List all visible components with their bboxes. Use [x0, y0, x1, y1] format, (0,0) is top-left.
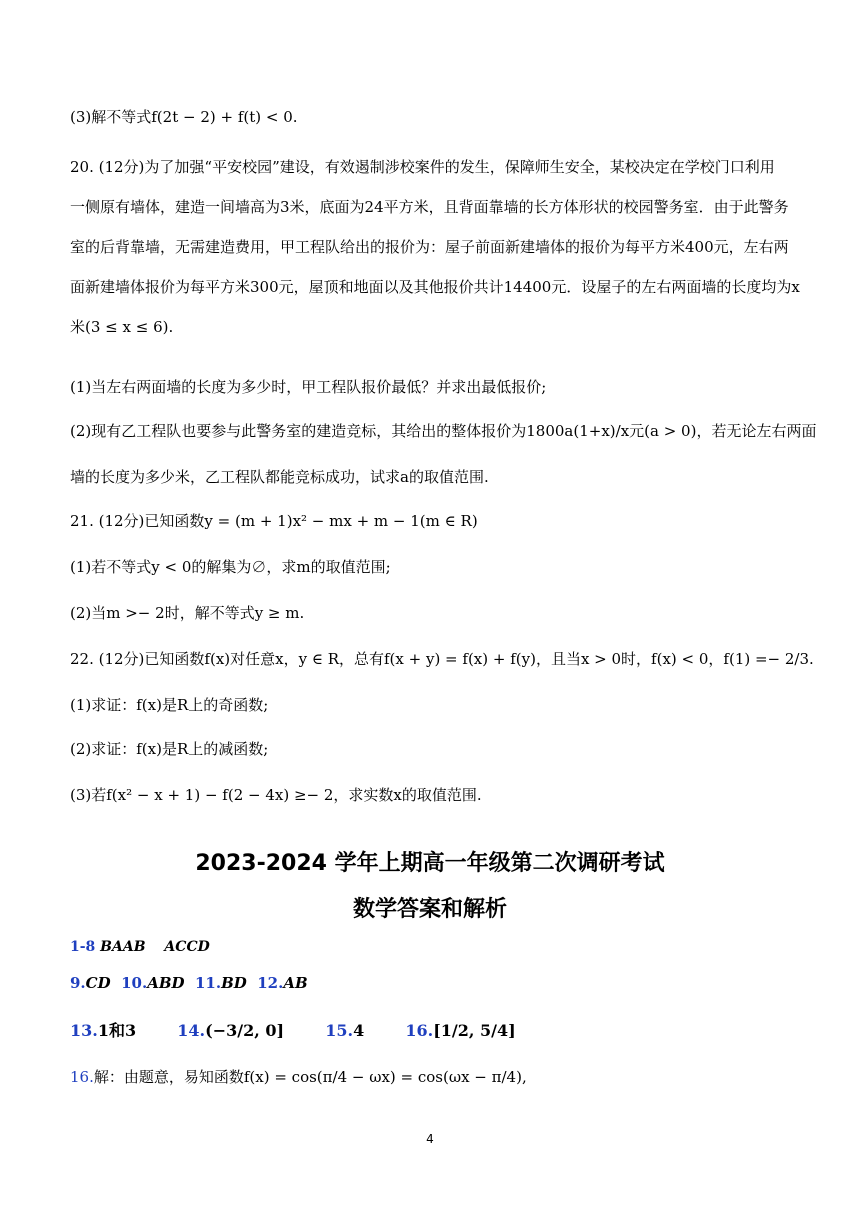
answer-number: 9. — [70, 974, 86, 992]
answer-value: BD — [221, 974, 247, 992]
answer-row-2 — [70, 974, 308, 992]
question-20: 20. (12分)为了加强“平安校园”建设，有效遏制涉校案件的发生，保障师生安全，某校决定在学校门口利用 — [70, 158, 775, 176]
text-line: 墙的长度为多少米，乙工程队都能竞标成功，试求a的取值范围. — [70, 468, 489, 486]
answer-value: ABD — [147, 974, 185, 992]
solution-number: 16. — [70, 1068, 94, 1086]
text-line: (1)求证：f(x)是R上的奇函数; — [70, 696, 269, 714]
answer-number: 15. — [325, 1021, 354, 1040]
answer-number: 12. — [257, 974, 284, 992]
solution-16 — [70, 1066, 800, 1088]
answer-number: 11. — [194, 974, 222, 992]
answer-value: [1/2, 5/4] — [433, 1021, 516, 1040]
answer-row-3 — [70, 1018, 516, 1041]
text-line: 室的后背靠墙，无需建造费用，甲工程队给出的报价为：屋子前面新建墙体的报价为每平方米400元，左右两 — [70, 238, 789, 256]
answer-title: 2023-2024 学年上期高一年级第二次调研考试 — [195, 851, 665, 876]
text-line: 米(3 ≤ x ≤ 6). — [70, 318, 174, 336]
answer-value: 1和3 — [97, 1021, 137, 1040]
text-line: (2)求证：f(x)是R上的减函数; — [70, 740, 269, 758]
text-line: (2)当m >− 2时，解不等式y ≥ m. — [70, 604, 305, 622]
question-22: 22. (12分)已知函数f(x)对任意x，y ∈ R，总有f(x + y) = f(x) + f(y)，且当x > 0时，f(x) < 0，f(1) =− 2/3. — [70, 650, 814, 668]
text-line: (1)若不等式y < 0的解集为∅，求m的取值范围; — [70, 558, 391, 576]
solution-text: 解：由题意，易知函数f(x) = cos(π/4 − ωx) = cos(ωx − π/4), — [93, 1068, 527, 1086]
page-number: 4 — [426, 1132, 434, 1146]
text-line: (3)若f(x² − x + 1) − f(2 − 4x) ≥− 2，求实数x的取值范围. — [70, 786, 482, 804]
answer-value: (−3/2, 0] — [205, 1021, 285, 1040]
answer-number: 13. — [70, 1021, 98, 1040]
text-line: 一侧原有墙体，建造一间墙高为3米，底面为24平方米，且背面靠墙的长方体形状的校园警务室．由于此警务 — [70, 198, 789, 216]
text-line: (2)现有乙工程队也要参与此警务室的建造竞标，其给出的整体报价为1800a(1+x)/x元(a > 0)，若无论左右两面 — [70, 422, 817, 440]
answer-value: AB — [283, 974, 308, 992]
text-line: 面新建墙体报价为每平方米300元，屋顶和地面以及其他报价共计14400元．设屋子的左右两面墙的长度均为x — [70, 278, 800, 296]
answer-value: 4 — [353, 1021, 365, 1040]
answer-value: BAAB ACCD — [100, 939, 210, 955]
answer-row-1 — [70, 936, 210, 956]
answer-number: 16. — [405, 1021, 434, 1040]
text-line: (3)解不等式f(2t − 2) + f(t) < 0. — [70, 108, 298, 126]
answer-subtitle: 数学答案和解析 — [352, 897, 507, 922]
text-line: (1)当左右两面墙的长度为多少时，甲工程队报价最低？并求出最低报价; — [70, 378, 547, 396]
answer-number: 10. — [121, 974, 148, 992]
answer-number: 14. — [177, 1021, 206, 1040]
answer-number: 1-8 — [70, 939, 96, 955]
answer-value: CD — [85, 974, 111, 992]
question-21: 21. (12分)已知函数y = (m + 1)x² − mx + m − 1(m ∈ R) — [70, 512, 478, 530]
